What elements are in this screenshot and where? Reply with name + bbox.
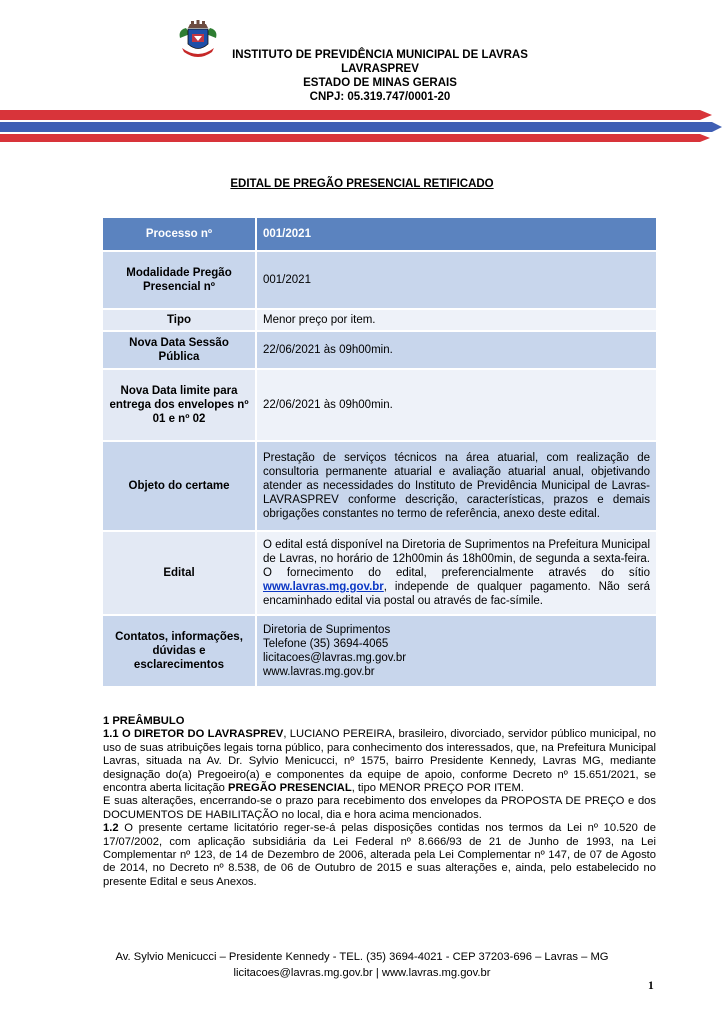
paragraph-1-1: 1.1 O DIRETOR DO LAVRASPREV, LUCIANO PEREIRA, brasileiro, divorciado, servidor público municipal, no uso de suas atribuições legais torna público, para conhecimento dos interessados, que, na Prefeitura Municipal Lavras, situada na Av. Dr. Sylvio Menicucci, nº 1575, bairro Presidente Kennedy, Lavras MG, mediante designação do(a) Pregoeiro(a) e componentes da equipe de apoio, conforme Decreto nº 15.651/2021, se encontra aberta licitação PREGÃO PRESENCIAL, tipo MENOR PREÇO POR ITEM.: [103, 728, 656, 795]
processo-label: Processo nº: [103, 218, 255, 250]
objeto-value: Prestação de serviços técnicos na área atuarial, com realização de consultoria permanente atuarial e avaliação atuarial anual, objetivando atender as necessidades do Instituto de Previdência Municipal de Lavras- LAVRASPREV conforme descrição, características, prazos e demais obrigações constantes no termo de referência, anexo deste edital.: [257, 442, 656, 530]
contatos-label: Contatos, informações, dúvidas e esclarecimentos: [103, 616, 255, 686]
section-heading: 1 PREÂMBULO: [103, 715, 185, 727]
tipo-label: Tipo: [103, 310, 255, 330]
table-row: [103, 332, 656, 368]
table-row: [103, 616, 656, 686]
table-row: [103, 218, 656, 250]
header-institute-name: INSTITUTO DE PREVIDÊNCIA MUNICIPAL DE LAVRAS: [232, 49, 528, 61]
header-cnpj: CNPJ: 05.319.747/0001-20: [309, 91, 451, 103]
header-stripes: [0, 104, 724, 144]
preamble-body: [103, 715, 656, 889]
table-row: [103, 310, 656, 330]
envelopes-value: 22/06/2021 às 09h00min.: [257, 370, 656, 440]
tipo-value: Menor preço por item.: [257, 310, 656, 330]
contatos-email-link[interactable]: licitacoes@lavras.mg.gov.br: [263, 652, 407, 664]
contatos-phone: Telefone (35) 3694-4065: [263, 638, 389, 650]
sessao-label: Nova Data Sessão Pública: [103, 332, 255, 368]
sessao-value: 22/06/2021 às 09h00min.: [257, 332, 656, 368]
footer-contacts: licitacoes@lavras.mg.gov.br | www.lavras.mg.gov.br: [233, 967, 491, 979]
edital-label: Edital: [103, 532, 255, 614]
contatos-value: [257, 616, 656, 686]
paragraph-alterations: E suas alterações, encerrando-se o prazo para recebimento dos envelopes da PROPOSTA DE PREÇO e dos DOCUMENTOS DE HABILITAÇÃO no local, dia e hora acima mencionados.: [103, 795, 656, 821]
page-number: 1: [648, 980, 654, 992]
table-row: [103, 442, 656, 530]
contatos-website-link[interactable]: www.lavras.mg.gov.br: [263, 666, 375, 678]
document-title: EDITAL DE PREGÃO PRESENCIAL RETIFICADO: [230, 178, 494, 190]
table-row: [103, 252, 656, 308]
contatos-line: Diretoria de Suprimentos: [263, 624, 391, 636]
header-state: ESTADO DE MINAS GERAIS: [303, 77, 457, 89]
modalidade-label: Modalidade Pregão Presencial nº: [103, 252, 255, 308]
edital-website-link[interactable]: www.lavras.mg.gov.br: [263, 581, 384, 593]
envelopes-label: Nova Data limite para entrega dos envelopes nº 01 e nº 02: [103, 370, 255, 440]
objeto-label: Objeto do certame: [103, 442, 255, 530]
modalidade-value: 001/2021: [257, 252, 656, 308]
edital-value: O edital está disponível na Diretoria de Suprimentos na Prefeitura Municipal de Lavras, no horário de 12h00min ás 18h00min, de segunda a sexta-feira. O fornecimento do edital, preferencialmente através do sítio www.lavras.mg.gov.br, independe de qualquer pagamento. Não será encaminhado edital via postal ou através de fac-símile.: [257, 532, 656, 614]
header-acronym: LAVRASPREV: [341, 63, 419, 75]
footer-address: Av. Sylvio Menicucci – Presidente Kennedy - TEL. (35) 3694-4021 - CEP 37203-696 – Lavras – MG: [115, 951, 609, 963]
table-row: [103, 532, 656, 614]
processo-value: 001/2021: [257, 218, 656, 250]
table-row: [103, 370, 656, 440]
paragraph-1-2: 1.2 O presente certame licitatório reger-se-á pelas disposições contidas nos termos da Lei nº 10.520 de 17/07/2002, com aplicação subsidiária da Lei Federal nº 8.666/93 de 21 de Junho de 1993, na Lei Complementar nº 123, de 14 de Dezembro de 2006, alterada pela Lei Complementar nº 147, de 07 de Agosto de 2014, no Decreto nº 8.538, de 06 de Outubro de 2015 e suas alterações e, ainda, pelo estabelecido no presente Edital e seus Anexos.: [103, 822, 656, 888]
